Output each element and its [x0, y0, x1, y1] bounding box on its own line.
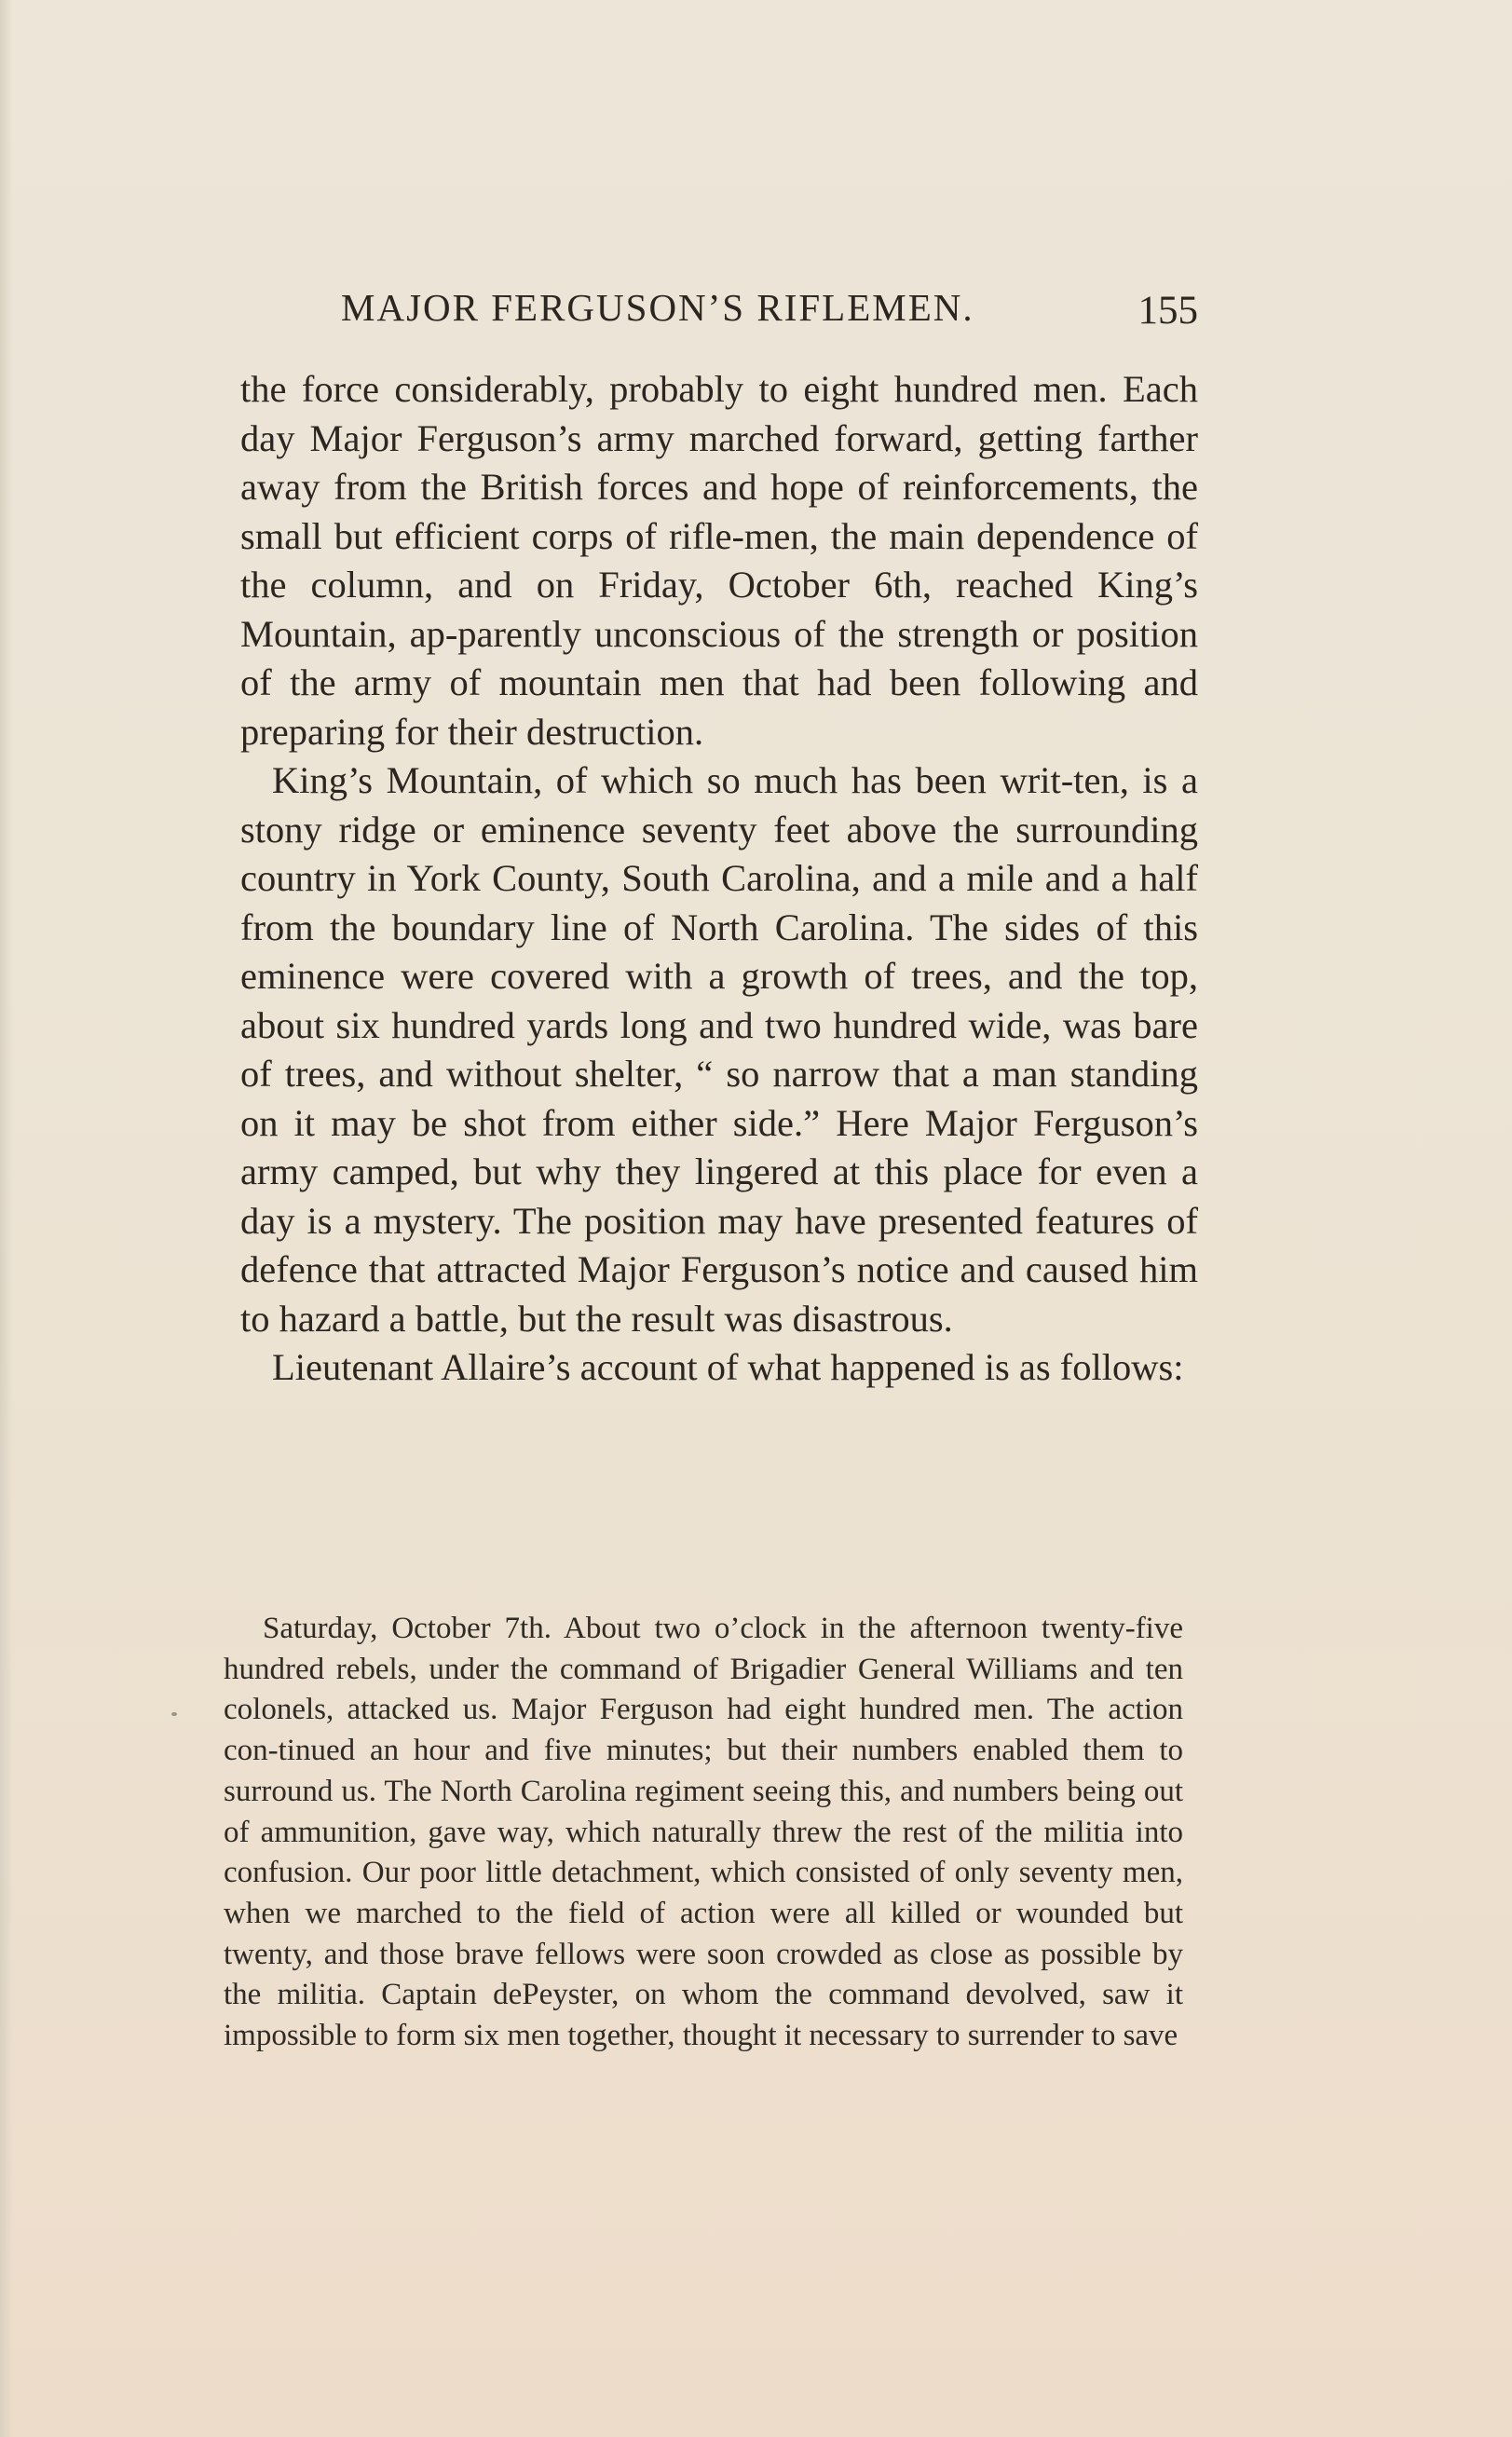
- quote-text: Saturday, October 7th. About two o’clock in the afternoon twenty-five hundred rebels, under the command of Brigadier General Williams and ten colonels, attacked us. Major Ferguson had eight hundred men. The action con-tinued an hour and five minutes; but their numbers enabled them to surround us. The North Carolina regiment seeing this, and numbers being out of ammunition, gave way, which naturally threw the rest of the militia into confusion. Our poor little detachment, which consisted of only seventy men, when we marched to the field of action were all killed or wounded but twenty, and those brave fellows were soon crowded as close as possible by the militia. Captain dePeyster, on whom the command devolved, saw it impossible to form six men together, thought it necessary to surrender to save: [224, 1612, 1183, 2053]
- margin-speck: [171, 1712, 177, 1716]
- paragraph-3: Lieutenant Allaire’s account of what happened is as follows:: [272, 1346, 1184, 1388]
- page-number: 155: [1137, 289, 1198, 333]
- body-text: [240, 365, 1198, 1393]
- paragraph-2: King’s Mountain, of which so much has been writ-ten, is a stony ridge or eminence seventy feet above the surrounding country in York County, South Carolina, and a mile and a half from the boundary line of North Carolina. The sides of this eminence were covered with a growth of trees, and the top, about six hundred yards long and two hundred wide, was bare of trees, and without shelter, “ so narrow that a man standing on it may be shot from either side.” Here Major Ferguson’s army camped, but why they lingered at this place for even a day is a mystery. The position may have presented features of defence that attracted Major Ferguson’s notice and caused him to hazard a battle, but the result was disastrous.: [240, 759, 1198, 1340]
- running-header: [240, 279, 1198, 335]
- paragraph-1: the force considerably, probably to eight hundred men. Each day Major Ferguson’s army marched forward, getting farther away from the British forces and hope of reinforcements, the small but efficient corps of rifle-men, the main dependence of the column, and on Friday, October 6th, reached King’s Mountain, ap-parently unconscious of the strength or position of the army of mountain men that had been following and preparing for their destruction.: [240, 368, 1198, 753]
- page-edge-shadow: [0, 0, 13, 2437]
- block-quote: [224, 1609, 1183, 2057]
- running-title: MAJOR FERGUSON’S RIFLEMEN.: [341, 286, 974, 329]
